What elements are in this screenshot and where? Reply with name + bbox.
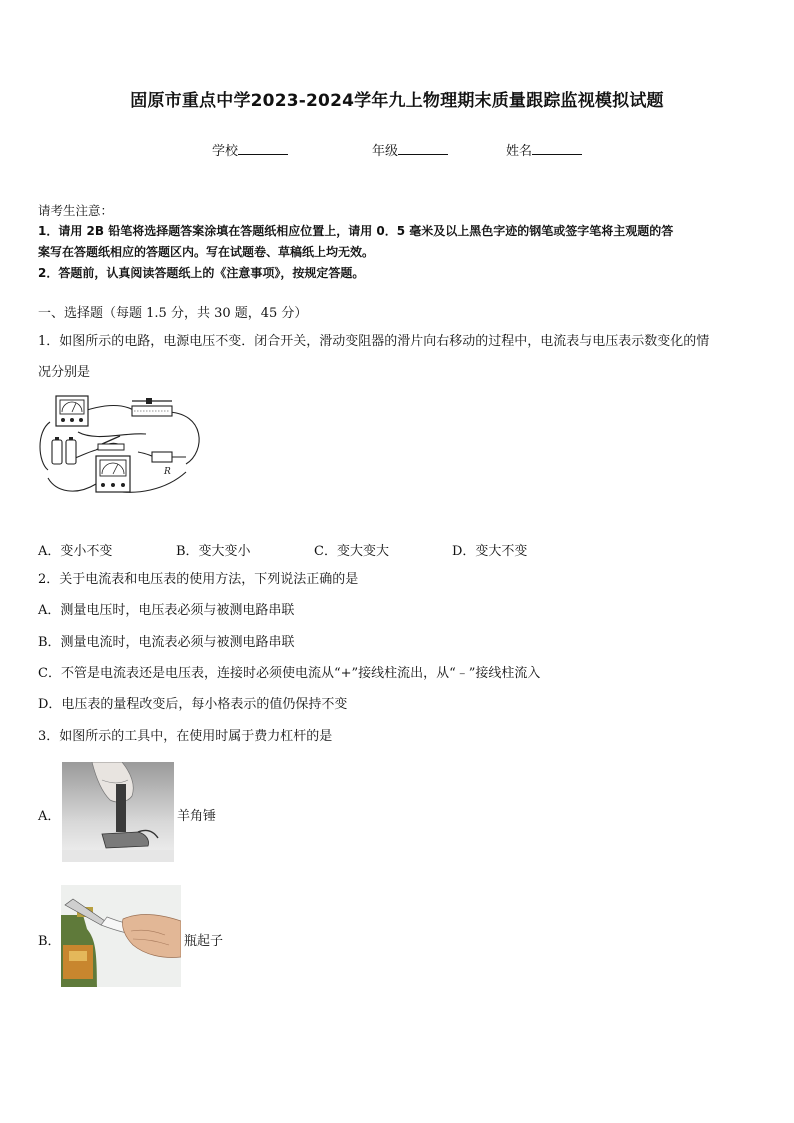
q2-option-c: C．不管是电流表还是电压表，连接时必须使电流从“+”接线柱流出，从“﹣”接线柱流入	[38, 666, 541, 681]
school-blank	[238, 142, 288, 155]
q1-option-b: B．变大变小	[176, 544, 251, 559]
q1-stem-line-2: 况分别是	[38, 365, 91, 380]
q3-stem: 3．如图所示的工具中，在使用时属于费力杠杆的是	[38, 729, 333, 744]
school-field	[212, 140, 288, 159]
page-title: 固原市重点中学2023-2024学年九上物理期末质量跟踪监视模拟试题	[130, 91, 664, 111]
notice-header: 请考生注意：	[38, 203, 114, 218]
claw-hammer-image	[62, 762, 174, 862]
q2-option-a: A．测量电压时，电压表必须与被测电路串联	[38, 603, 295, 618]
section-heading: 一、选择题（每题 1.5 分，共 30 题，45 分）	[38, 306, 308, 321]
q1-option-d: D．变大不变	[452, 544, 528, 559]
bottle-opener-image	[61, 885, 181, 987]
grade-label: 年级	[372, 144, 399, 159]
grade-blank	[398, 142, 448, 155]
q1-option-c: C．变大变大	[314, 544, 389, 559]
q1-stem-line-1: 1．如图所示的电路，电源电压不变．闭合开关，滑动变阻器的滑片向右移动的过程中，电流表与电压表示数变化的情	[38, 334, 710, 349]
name-label: 姓名	[506, 144, 533, 159]
grade-field	[372, 140, 448, 159]
school-label: 学校	[212, 144, 239, 159]
circuit-figure	[36, 392, 204, 504]
q3-option-a-letter: A．	[38, 809, 61, 824]
q2-stem: 2．关于电流表和电压表的使用方法，下列说法正确的是	[38, 572, 359, 587]
ammeter-icon	[56, 396, 88, 426]
q2-option-b: B．测量电流时，电流表必须与被测电路串联	[38, 635, 295, 650]
q1-option-a: A．变小不变	[38, 544, 113, 559]
notice-block	[38, 200, 760, 284]
name-field	[506, 140, 582, 159]
voltmeter-icon	[96, 456, 130, 492]
notice-item-2: 2．答题前，认真阅读答题纸上的《注意事项》，按规定答题。	[38, 266, 365, 280]
name-blank	[532, 142, 582, 155]
battery-icon	[52, 437, 76, 464]
rheostat-icon	[132, 398, 172, 416]
q2-option-d: D．电压表的量程改变后，每小格表示的值仍保持不变	[38, 697, 348, 712]
q3-option-a-label: 羊角锤	[177, 809, 217, 824]
resistor-label: R	[164, 467, 171, 477]
notice-item-1-line-1: 1．请用 2B 铅笔将选择题答案涂填在答题纸相应位置上，请用 0．5 毫米及以上黑色字迹的钢笔或签字笔将主观题的答	[38, 224, 674, 238]
q3-option-b-label: 瓶起子	[184, 934, 224, 949]
resistor-icon	[152, 452, 186, 462]
notice-item-1-line-2: 案写在答题纸相应的答题区内。写在试题卷、草稿纸上均无效。	[38, 245, 375, 259]
q3-option-b-letter: B．	[38, 934, 61, 949]
